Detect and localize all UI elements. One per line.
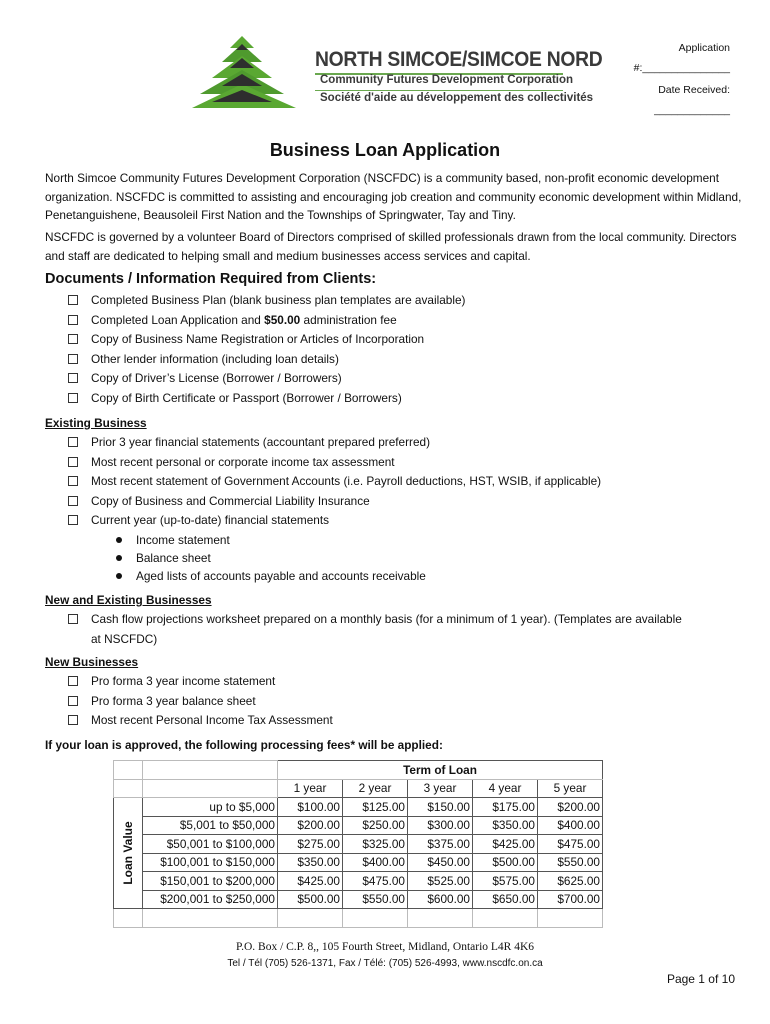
fee-cell: $500.00 (473, 853, 538, 872)
table-row (114, 890, 603, 909)
term-header-cell: 2 year (343, 779, 408, 798)
table-row (114, 835, 603, 854)
fees-table (113, 760, 603, 928)
fee-cell: $450.00 (408, 853, 473, 872)
checkbox-icon[interactable] (68, 437, 78, 447)
fees-heading: If your loan is approved, the following processing fees* will be applied: (45, 738, 443, 752)
table-row (114, 798, 603, 817)
loan-range-cell: $100,001 to $150,000 (143, 853, 278, 872)
checkbox-icon[interactable] (68, 373, 78, 383)
list-item: Pro forma 3 year balance sheet (68, 692, 333, 712)
checkbox-icon[interactable] (68, 696, 78, 706)
fee-cell: $550.00 (343, 890, 408, 909)
list-item: Balance sheet (68, 549, 601, 567)
application-label: Application (678, 42, 730, 54)
application-info (600, 38, 730, 120)
date-received-label: Date Received: (658, 84, 730, 96)
checkbox-icon[interactable] (68, 334, 78, 344)
org-subtitle-en: Community Futures Development Corporation (320, 74, 574, 86)
bullet-icon (116, 573, 122, 579)
fee-cell: $200.00 (538, 798, 603, 817)
list-item: Most recent personal or corporate income tax assessment (68, 453, 601, 473)
checkbox-icon[interactable] (68, 393, 78, 403)
list-item: Most recent Personal Income Tax Assessment (68, 711, 333, 731)
checkbox-icon[interactable] (68, 614, 78, 624)
bullet-icon (116, 537, 122, 543)
fee-amount: $50.00 (264, 312, 301, 327)
term-of-loan-header: Term of Loan (278, 761, 603, 780)
list-item: Aged lists of accounts payable and accounts receivable (68, 567, 601, 585)
term-header-cell: 1 year (278, 779, 343, 798)
list-item: Cash flow projections worksheet prepared on a monthly basis (for a minimum of 1 year). (Templates are available (68, 610, 682, 630)
list-item: Current year (up-to-date) financial statements (68, 511, 601, 531)
fee-cell: $650.00 (473, 890, 538, 909)
loan-range-cell: $50,001 to $100,000 (143, 835, 278, 854)
fee-cell: $400.00 (343, 853, 408, 872)
list-item: Copy of Driver’s License (Borrower / Borrowers) (68, 369, 465, 389)
new-existing-list (68, 610, 682, 649)
fee-cell: $425.00 (278, 872, 343, 891)
documents-heading: Documents / Information Required from Clients: (45, 271, 377, 287)
new-business-list (68, 672, 333, 731)
footer-contact: Tel / Tél (705) 526-1371, Fax / Télé: (705) 526-4993, www.nscdfc.on.ca (227, 958, 543, 969)
loan-value-label: Loan Value (114, 798, 143, 909)
table-row (114, 853, 603, 872)
fee-cell: $125.00 (343, 798, 408, 817)
fee-cell: $350.00 (473, 816, 538, 835)
list-item: Copy of Birth Certificate or Passport (Borrower / Borrowers) (68, 389, 465, 409)
loan-range-cell: up to $5,000 (143, 798, 278, 817)
checkbox-icon[interactable] (68, 476, 78, 486)
table-row (114, 872, 603, 891)
page-number: Page 1 of 10 (666, 972, 735, 986)
new-existing-heading: New and Existing Businesses (45, 593, 212, 607)
list-item-continuation: at NSCFDC) (91, 631, 158, 646)
fee-cell: $600.00 (408, 890, 473, 909)
checkbox-icon[interactable] (68, 315, 78, 325)
table-row-blank (114, 909, 603, 928)
list-item: Copy of Business Name Registration or Articles of Incorporation (68, 330, 465, 350)
org-name: NORTH SIMCOE/SIMCOE NORD (315, 48, 603, 71)
pine-tree-logo-icon (192, 34, 314, 110)
checkbox-icon[interactable] (68, 295, 78, 305)
list-item: Most recent statement of Government Accounts (i.e. Payroll deductions, HST, WSIB, if applicable) (68, 472, 601, 492)
checkbox-icon[interactable] (68, 457, 78, 467)
fee-cell: $300.00 (408, 816, 473, 835)
fee-cell: $575.00 (473, 872, 538, 891)
list-item: Prior 3 year financial statements (accountant prepared preferred) (68, 433, 601, 453)
fee-cell: $400.00 (538, 816, 603, 835)
fee-cell: $700.00 (538, 890, 603, 909)
documents-list (68, 291, 465, 408)
fee-cell: $275.00 (278, 835, 343, 854)
term-header-cell: 5 year (538, 779, 603, 798)
list-item: Completed Loan Application and $50.00 administration fee (68, 311, 465, 331)
page-title: Business Loan Application (269, 140, 501, 160)
loan-range-cell: $5,001 to $50,000 (143, 816, 278, 835)
loan-range-cell: $200,001 to $250,000 (143, 890, 278, 909)
org-logo (192, 34, 603, 110)
list-item: Pro forma 3 year income statement (68, 672, 333, 692)
intro-paragraph-2: NSCFDC is governed by a volunteer Board of Directors comprised of skilled professionals drawn from the local community. Directors and staff are dedicated to helping small and medium businesses access services and capital. (45, 230, 737, 263)
checkbox-icon[interactable] (68, 715, 78, 725)
checkbox-icon[interactable] (68, 354, 78, 364)
list-item: Completed Business Plan (blank business plan templates are available) (68, 291, 465, 311)
loan-range-cell: $150,001 to $200,000 (143, 872, 278, 891)
table-row (114, 816, 603, 835)
application-number-field[interactable]: #:_______________ (633, 62, 730, 74)
fee-cell: $250.00 (343, 816, 408, 835)
fee-cell: $350.00 (278, 853, 343, 872)
intro-paragraph-1: North Simcoe Community Futures Development Corporation (NSCFDC) is a community based, non-profit economic development organization. NSCFDC is committed to assisting and encouraging job creation and community economic development within Midland, Penetanguishene, Beausoleil First Nation and the Townships of Springwater, Tay and Tiny. (45, 171, 742, 222)
logo-divider (315, 90, 563, 91)
list-item: Other lender information (including loan details) (68, 350, 465, 370)
checkbox-icon[interactable] (68, 515, 78, 525)
fee-cell: $200.00 (278, 816, 343, 835)
list-item: Income statement (68, 531, 601, 549)
bullet-icon (116, 555, 122, 561)
fee-cell: $500.00 (278, 890, 343, 909)
existing-business-heading: Existing Business (45, 416, 147, 430)
fee-cell: $375.00 (408, 835, 473, 854)
fee-cell: $525.00 (408, 872, 473, 891)
fee-cell: $475.00 (538, 835, 603, 854)
footer-address: P.O. Box / C.P. 8,, 105 Fourth Street, Midland, Ontario L4R 4K6 (235, 941, 535, 953)
fee-cell: $425.00 (473, 835, 538, 854)
fee-cell: $550.00 (538, 853, 603, 872)
term-header-cell: 3 year (408, 779, 473, 798)
new-business-heading: New Businesses (45, 655, 139, 669)
checkbox-icon[interactable] (68, 676, 78, 686)
fee-cell: $175.00 (473, 798, 538, 817)
existing-business-list (68, 433, 601, 585)
org-subtitle-fr: Société d'aide au développement des collectivités (320, 92, 594, 104)
list-item: Copy of Business and Commercial Liability Insurance (68, 492, 601, 512)
term-header-cell: 4 year (473, 779, 538, 798)
fee-cell: $325.00 (343, 835, 408, 854)
fee-cell: $150.00 (408, 798, 473, 817)
checkbox-icon[interactable] (68, 496, 78, 506)
date-received-field[interactable]: _____________ (654, 104, 730, 116)
fee-cell: $625.00 (538, 872, 603, 891)
fee-cell: $475.00 (343, 872, 408, 891)
fee-cell: $100.00 (278, 798, 343, 817)
